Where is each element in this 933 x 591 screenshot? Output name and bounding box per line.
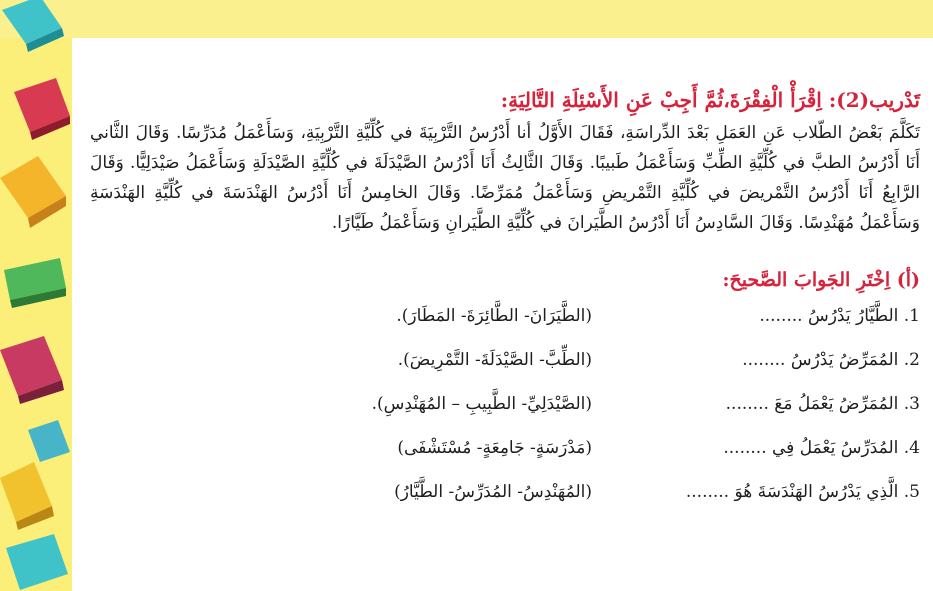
question-options: (الطِّبَّ- الصَّيْدَلَةَ- التَّمْرِيضَ). — [397, 350, 592, 370]
book-icon — [28, 420, 70, 462]
decorative-border-top — [0, 0, 933, 38]
question-item — [90, 388, 920, 432]
question-options: (الصَّيْدَلِيِّ- الطَّبِيبِ – المُهَنْدِسِ). — [371, 394, 592, 414]
exercise-title: تَدْريب(2): اِقْرَأْ الْفِقْرَةَ،ثُمَّ أَجِبْ عَنِ الأَسْئِلَةِ التَّالِيَةِ: — [500, 88, 920, 112]
question-text: 2. المُمَرِّضُ يَدْرُسُ ........ — [742, 350, 920, 370]
reading-paragraph: تَكَلَّمَ بَعْضُ الطّلاب عَنِ العَمَلِ بَعْدَ الدِّراسَةِ، فَقَالَ الأَوَّلُ أنا أَدْرُسُ التَّرْبِيَةَ في كُلِّيَّةِ التَّرْبِيَةِ، وَسَأَعْمَلُ مُدَرِّسًا. وَقَالَ الثَّاني أَنَا أَدْرُسُ الطبَّ في كُلِّيَّةِ الطِّبِّ وَسَأَعْمَلُ طَبيبًا. وَقَالَ الثَّالِثُ أَنَا أَدْرُسُ الصَّيْدَلَةَ في كُلِّيَّةِ الصَّيْدَلَةِ وَسَأَعْمَلُ صَيْدَلِيًّا. وَقَالَ الرَّابِعُ أَنَا أَدْرُسُ التَّمْريضَ في كُلِّيَّةِ التَّمْريضِ وَسَأَعْمَلُ مُمَرِّضًا. وَقَالَ الخامِسُ أَنَا أَدْرُسُ الهَنْدَسَةَ في كُلِّيَّةِ الهَنْدَسَةِ وَسَأَعْمَلُ مُهَنْدِسًا. وَقَالَ السَّادِسُ أَنَا أَدْرُسُ الطَّيَرانَ في كُلِّيَّةِ الطَّيَرانِ وَسَأَعْمَلُ طَيَّارًا. — [90, 123, 920, 233]
book-icon — [6, 534, 68, 590]
question-text: 1. الطَّيَّارُ يَدْرُسُ ........ — [759, 306, 920, 326]
books-illustration — [0, 0, 72, 591]
question-options: (المُهَنْدِسُ- المُدَرِّسُ- الطَّيَّارُ) — [394, 482, 592, 502]
book-icon — [0, 336, 64, 404]
question-item — [90, 300, 920, 344]
question-item — [90, 344, 920, 388]
question-options: (مَدْرَسَةٍ- جَامِعَةٍ- مُسْتَشْفَى) — [397, 438, 592, 458]
book-icon — [0, 156, 66, 228]
question-text: 5. الَّذِي يَدْرُسُ الهَنْدَسَةَ هُوَ ........ — [685, 482, 920, 502]
question-item — [90, 476, 920, 520]
exercise-content — [90, 86, 920, 520]
question-item — [90, 432, 920, 476]
question-text: 4. المُدَرِّسُ يَعْمَلُ فِي ........ — [723, 438, 920, 458]
book-icon — [2, 0, 64, 52]
question-options: (الطَّيَرَانَ- الطَّائِرَةَ- المَطَارَ). — [396, 306, 592, 326]
questions-list — [90, 300, 920, 520]
book-icon — [14, 78, 70, 140]
book-icon — [4, 258, 66, 308]
book-icon — [0, 462, 54, 530]
part-a-title: (أ) اِخْتَرِ الجَوابَ الصَّحيحَ: — [722, 269, 920, 291]
question-text: 3. المُمَرِّضُ يَعْمَلُ مَعَ ........ — [725, 394, 920, 414]
